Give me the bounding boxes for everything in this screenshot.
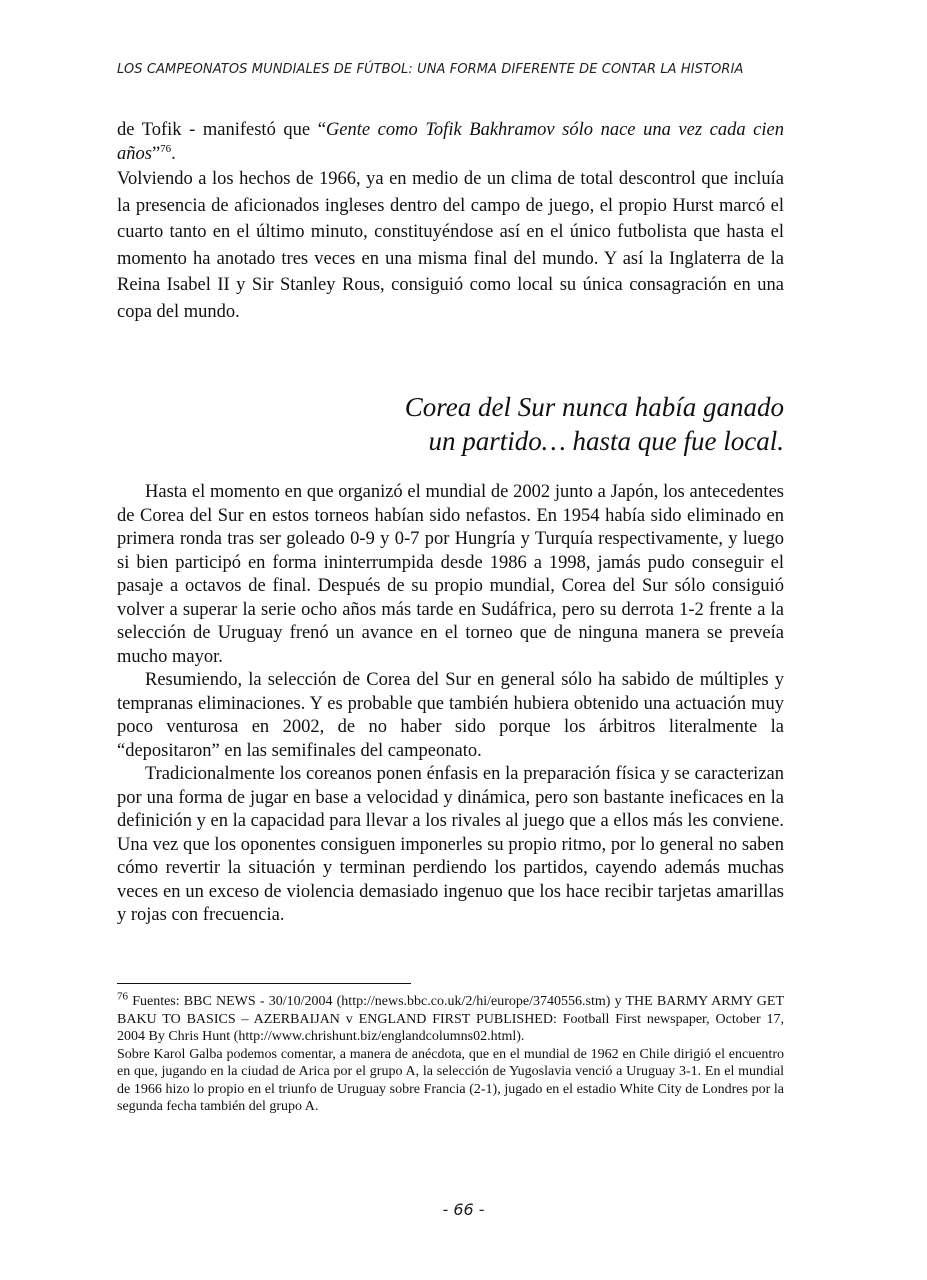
page-number: - 66 - (442, 1200, 485, 1219)
paragraph-text: Resumiendo, la selección de Corea del Sur en general sólo ha sabido de múltiples y tempranas eliminaciones. Y es probable que también hubiera obtenido una actuación muy poco venturosa en 2002, de no haber sido porque los árbitros literalmente la “depositaron” en las semifinales del campeonato. (117, 670, 784, 761)
footnote-continuation: Sobre Karol Galba podemos comentar, a manera de anécdota, que en el mundial de 1962 en Chile dirigió el encuentro en que, jugando en la ciudad de Arica por el grupo A, la selección de Yugoslavia venció a Uruguay 3-1. En el mundial de 1966 hizo lo propio en el triunfo de Uruguay sobre Francia (2-1), jugado en el estadio White City de Londres por la segunda fecha también del grupo A. (117, 1046, 784, 1114)
quote-lead-text: de Tofik - manifestó que “ (117, 120, 326, 140)
footnote-divider (117, 983, 411, 984)
section-body (117, 481, 784, 928)
section-title (117, 390, 784, 458)
footnote-item (117, 990, 785, 1046)
quote-period: . (171, 144, 176, 164)
footnote-text: Fuentes: BBC NEWS - 30/10/2004 (http://news.bbc.co.uk/2/hi/europe/3740556.stm) y THE BARMY ARMY GET BAKU TO BASICS – AZERBAIJAN v ENGLAND FIRST PUBLISHED: Football First newspaper, October 17, 2004 By Chris Hunt (http://www.chrishunt.biz/englandcolumns02.html). (117, 994, 785, 1044)
paragraph-text: Tradicionalmente los coreanos ponen énfasis en la preparación física y se caracterizan por una forma de jugar en base a velocidad y dinámica, pero son bastante ineficaces en la definición y en la capacidad para llevar a los rivales al juego que a ellos más les conviene. Una vez que los oponentes consiguen imponerles su propio ritmo, por lo general no saben cómo revertir la situación y terminan perdiendo los partidos, cayendo además muchas veces en un exceso de violencia demasiado ingenuo que los hace recibir tarjetas amarillas y rojas con frecuencia. (117, 764, 784, 925)
section-title-line: Corea del Sur nunca había ganado (404, 392, 784, 422)
quote-close-mark: ” (151, 144, 161, 164)
footnote-reference: 76 (160, 142, 172, 155)
footnote-number: 76 (117, 990, 128, 1003)
footnotes (117, 990, 785, 1116)
paragraph-text: Volviendo a los hechos de 1966, ya en medio de un clima de total descontrol que incluía la presencia de aficionados ingleses dentro del campo de juego, el propio Hurst marcó el cuarto tanto en el último minuto, constituyéndose así en el único futbolista que hasta el momento ha anotado tres veces en una misma final del mundo. Y así la Inglaterra de la Reina Isabel II y Sir Stanley Rous, consiguió como local su única consagración en una copa del mundo. (117, 169, 784, 322)
intro-paragraph-1966 (117, 166, 784, 325)
quote-text: Gente como Tofik Bakhramov sólo nace una vez cada cien años (117, 120, 784, 164)
running-header: LOS CAMPEONATOS MUNDIALES DE FÚTBOL: UNA FORMA DIFERENTE DE CONTAR LA HISTORIA (117, 62, 744, 77)
intro-paragraph-quote (117, 118, 784, 166)
paragraph-text: Hasta el momento en que organizó el mundial de 2002 junto a Japón, los antecedentes de Corea del Sur en estos torneos habían sido nefastos. En 1954 había sido eliminado en primera ronda tras ser goleado 0-9 y 0-7 por Hungría y Turquía respectivamente, y luego si bien participó en forma ininterrumpida desde 1986 a 1998, jamás pudo conseguir el pasaje a octavos de final. Después de su propio mundial, Corea del Sur sólo consiguió volver a superar la serie ocho años más tarde en Sudáfrica, pero su derrota 1-2 frente a la selección de Uruguay frenó un avance en el torneo que de ninguna manera se preveía mucho mayor. (117, 482, 784, 667)
section-title-line: un partido… hasta que fue local. (428, 426, 784, 456)
